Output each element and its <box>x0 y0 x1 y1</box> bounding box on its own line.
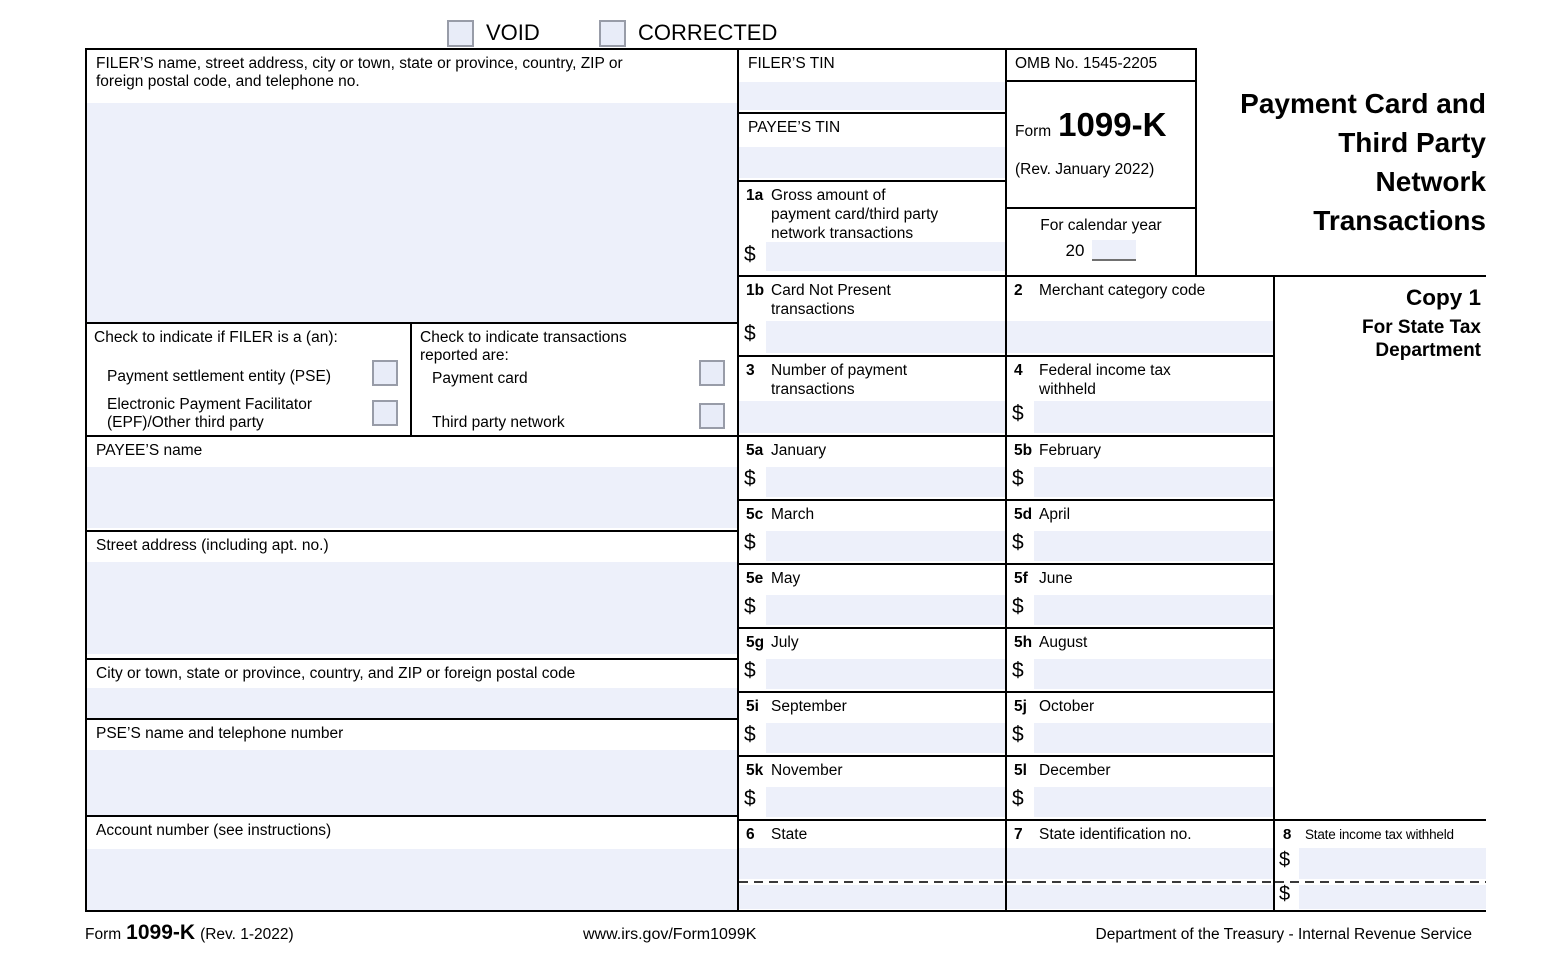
street-address-label: Street address (including apt. no.) <box>96 537 329 554</box>
footer-agency: Department of the Treasury - Internal Revenue Service <box>1095 926 1472 943</box>
box-3-label: Number of payment transactions <box>771 362 908 398</box>
box-6 <box>737 819 1005 912</box>
box-1a-label: Gross amount of payment card/third party network transactions <box>771 187 939 242</box>
box-5k-label: November <box>771 762 843 779</box>
box-4-number: 4 <box>1014 362 1023 379</box>
payee-name-label: PAYEE’S name <box>96 442 203 459</box>
box-5l-dollar: $ <box>1012 787 1024 810</box>
form-bottom-border <box>85 910 1486 912</box>
filer-tin-label: FILER’S TIN <box>748 55 835 72</box>
box-5i-label: September <box>771 698 847 715</box>
box-4 <box>1005 355 1273 435</box>
epf-option-label: Electronic Payment Facilitator (EPF)/Other third party <box>107 396 313 431</box>
box-5k-input[interactable] <box>766 787 1005 817</box>
box-5b-input[interactable] <box>1034 467 1273 497</box>
box-5l-input[interactable] <box>1034 787 1273 817</box>
box-5f-label: June <box>1039 570 1073 587</box>
box-5e-number: 5e <box>746 570 764 587</box>
payee-tin-input[interactable] <box>739 147 1005 178</box>
filer-name-input[interactable] <box>87 103 737 322</box>
box-4-label: Federal income tax withheld <box>1039 362 1171 398</box>
box-2-label: Merchant category code <box>1039 282 1206 299</box>
box-5e-label: May <box>771 570 801 587</box>
box-5g-dollar: $ <box>744 659 756 682</box>
box-5c-label: March <box>771 506 815 523</box>
city-box <box>85 658 737 718</box>
box-5b-number: 5b <box>1014 442 1033 459</box>
box-5d-number: 5d <box>1014 506 1033 523</box>
box-5i <box>737 691 1005 755</box>
form-title-line: Network <box>1375 166 1486 197</box>
account-number-input[interactable] <box>87 849 737 910</box>
street-address-box <box>85 530 737 658</box>
box-5j-input[interactable] <box>1034 723 1273 753</box>
box-5h-input[interactable] <box>1034 659 1273 689</box>
box-5f <box>1005 563 1273 627</box>
filer-tin-input[interactable] <box>739 82 1005 110</box>
calendar-year-input[interactable] <box>1092 240 1136 261</box>
box-1b <box>737 275 1005 355</box>
payee-tin-box <box>737 112 1005 180</box>
box-5k-number: 5k <box>746 762 764 779</box>
box-5e <box>737 563 1005 627</box>
box-6-label: State <box>771 826 808 843</box>
box-5l <box>1005 755 1273 819</box>
payee-tin-label: PAYEE’S TIN <box>748 119 841 136</box>
form-number: 1099-K <box>1058 106 1167 143</box>
box-8-input-top[interactable] <box>1299 848 1486 879</box>
box-7 <box>1005 819 1273 912</box>
box-3-number: 3 <box>746 362 755 379</box>
form-title-line: Payment Card and <box>1240 88 1486 119</box>
form-title-line: Third Party <box>1338 127 1486 158</box>
box-5g <box>737 627 1005 691</box>
pse-checkbox[interactable] <box>372 360 398 386</box>
box-3-input[interactable] <box>739 401 1005 433</box>
box-1b-dollar: $ <box>744 322 756 345</box>
void-label: VOID <box>486 20 540 45</box>
transaction-check-heading: Check to indicate transactions reported are: <box>420 329 627 364</box>
box-8-dollar-top: $ <box>1279 849 1291 871</box>
box-5b-label: February <box>1039 442 1102 459</box>
box-6-divider <box>739 881 1005 883</box>
void-checkbox[interactable] <box>447 20 474 47</box>
box-5l-number: 5l <box>1014 762 1027 779</box>
filer-check-heading: Check to indicate if FILER is a (an): <box>94 329 338 346</box>
box-8-divider <box>1275 881 1486 883</box>
box-5b <box>1005 435 1273 499</box>
box-5l-label: December <box>1039 762 1111 779</box>
footer-form-id <box>85 921 294 945</box>
account-number-label: Account number (see instructions) <box>96 822 332 839</box>
box-7-input-top[interactable] <box>1007 848 1273 879</box>
box-5g-input[interactable] <box>766 659 1005 689</box>
footer-form-number: 1099-K <box>126 921 196 944</box>
box-5a-number: 5a <box>746 442 764 459</box>
omb-number-box <box>1005 48 1197 80</box>
box-7-number: 7 <box>1014 826 1023 843</box>
box-5j-dollar: $ <box>1012 723 1024 746</box>
footer-form-word: Form <box>85 926 122 943</box>
corrected-label: CORRECTED <box>638 20 778 45</box>
payee-name-box <box>85 435 737 530</box>
payee-name-input[interactable] <box>87 467 737 528</box>
box-3 <box>737 355 1005 435</box>
box-5i-dollar: $ <box>744 723 756 746</box>
box-5c-number: 5c <box>746 506 764 523</box>
box-5a-label: January <box>771 442 827 459</box>
box-5h <box>1005 627 1273 691</box>
filer-name-label: FILER’S name, street address, city or town, state or province, country, ZIP or foreign postal code, and telephone no. <box>96 55 623 90</box>
corrected-checkbox[interactable] <box>599 20 626 47</box>
pse-name-input[interactable] <box>87 750 737 815</box>
box-5k-dollar: $ <box>744 787 756 810</box>
box-5h-dollar: $ <box>1012 659 1024 682</box>
box-1a-dollar: $ <box>744 243 756 266</box>
footer-revision: (Rev. 1-2022) <box>200 926 294 943</box>
box-5j <box>1005 691 1273 755</box>
footer-url[interactable]: www.irs.gov/Form1099K <box>583 926 757 943</box>
box-6-input-bottom[interactable] <box>739 885 1005 909</box>
box-2-input[interactable] <box>1007 321 1273 353</box>
box-8 <box>1273 819 1486 912</box>
third-party-option-label: Third party network <box>432 414 565 431</box>
box-5a-dollar: $ <box>744 467 756 490</box>
copy-number: Copy 1 <box>1405 285 1481 310</box>
box-1b-number: 1b <box>746 282 765 299</box>
box-5d <box>1005 499 1273 563</box>
box-8-input-bottom[interactable] <box>1299 885 1486 909</box>
box-5d-label: April <box>1039 506 1071 523</box>
box-5e-dollar: $ <box>744 595 756 618</box>
form-revision: (Rev. January 2022) <box>1015 161 1155 178</box>
box-8-label: State income tax withheld <box>1305 827 1454 842</box>
account-number-box <box>85 815 737 912</box>
box-6-input-top[interactable] <box>739 848 1005 879</box>
calendar-year-prefix: 20 <box>1065 241 1085 260</box>
copy-department: For State Tax Department <box>1362 317 1481 361</box>
city-input[interactable] <box>87 688 737 718</box>
box-5c <box>737 499 1005 563</box>
payment-card-checkbox[interactable] <box>699 360 725 386</box>
box-5i-input[interactable] <box>766 723 1005 753</box>
pse-option-label: Payment settlement entity (PSE) <box>107 368 331 385</box>
box-7-label: State identification no. <box>1039 826 1192 843</box>
box-5j-label: October <box>1039 698 1095 715</box>
box-5k <box>737 755 1005 819</box>
filer-name-box <box>85 48 737 322</box>
transaction-check-section <box>410 322 737 435</box>
box-1b-input[interactable] <box>766 321 1005 353</box>
pse-name-box <box>85 718 737 815</box>
city-label: City or town, state or province, country, and ZIP or foreign postal code <box>96 665 576 682</box>
box-8-number: 8 <box>1283 826 1292 843</box>
box-5f-dollar: $ <box>1012 595 1024 618</box>
box-5a-input[interactable] <box>766 467 1005 497</box>
box-5i-number: 5i <box>746 698 759 715</box>
box-7-divider <box>1007 881 1273 883</box>
box-5a <box>737 435 1005 499</box>
box-5h-number: 5h <box>1014 634 1033 651</box>
box-1a <box>737 180 1005 275</box>
box-2 <box>1005 275 1273 355</box>
box-5d-dollar: $ <box>1012 531 1024 554</box>
box-5h-label: August <box>1039 634 1088 651</box>
form-word: Form <box>1015 123 1052 140</box>
box-1a-number: 1a <box>746 187 764 204</box>
filer-check-section <box>85 322 410 435</box>
box-5j-number: 5j <box>1014 698 1027 715</box>
box-5f-input[interactable] <box>1034 595 1273 625</box>
box-5f-number: 5f <box>1014 570 1028 587</box>
box-7-input-bottom[interactable] <box>1007 885 1273 909</box>
box-4-input[interactable] <box>1034 401 1273 433</box>
payment-card-option-label: Payment card <box>432 370 528 387</box>
box-4-dollar: $ <box>1012 402 1024 425</box>
pse-name-label: PSE’S name and telephone number <box>96 725 344 742</box>
epf-checkbox[interactable] <box>372 400 398 426</box>
copy-area <box>1273 275 1486 819</box>
box-1a-input[interactable] <box>766 242 1005 271</box>
box-8-dollar-bottom: $ <box>1279 883 1291 905</box>
street-address-input[interactable] <box>87 562 737 654</box>
box-5c-dollar: $ <box>744 531 756 554</box>
calendar-year-label: For calendar year <box>1040 217 1162 234</box>
omb-number: OMB No. 1545-2205 <box>1015 55 1158 72</box>
box-5d-input[interactable] <box>1034 531 1273 561</box>
form-title <box>1100 84 1486 240</box>
box-5e-input[interactable] <box>766 595 1005 625</box>
filer-tin-box <box>737 48 1005 112</box>
box-5c-input[interactable] <box>766 531 1005 561</box>
box-5b-dollar: $ <box>1012 467 1024 490</box>
box-6-number: 6 <box>746 826 755 843</box>
third-party-checkbox[interactable] <box>699 403 725 429</box>
box-5g-number: 5g <box>746 634 765 651</box>
box-2-number: 2 <box>1014 282 1023 299</box>
box-1b-label: Card Not Present transactions <box>771 282 891 318</box>
box-5g-label: July <box>771 634 799 651</box>
form-title-line: Transactions <box>1313 205 1486 236</box>
